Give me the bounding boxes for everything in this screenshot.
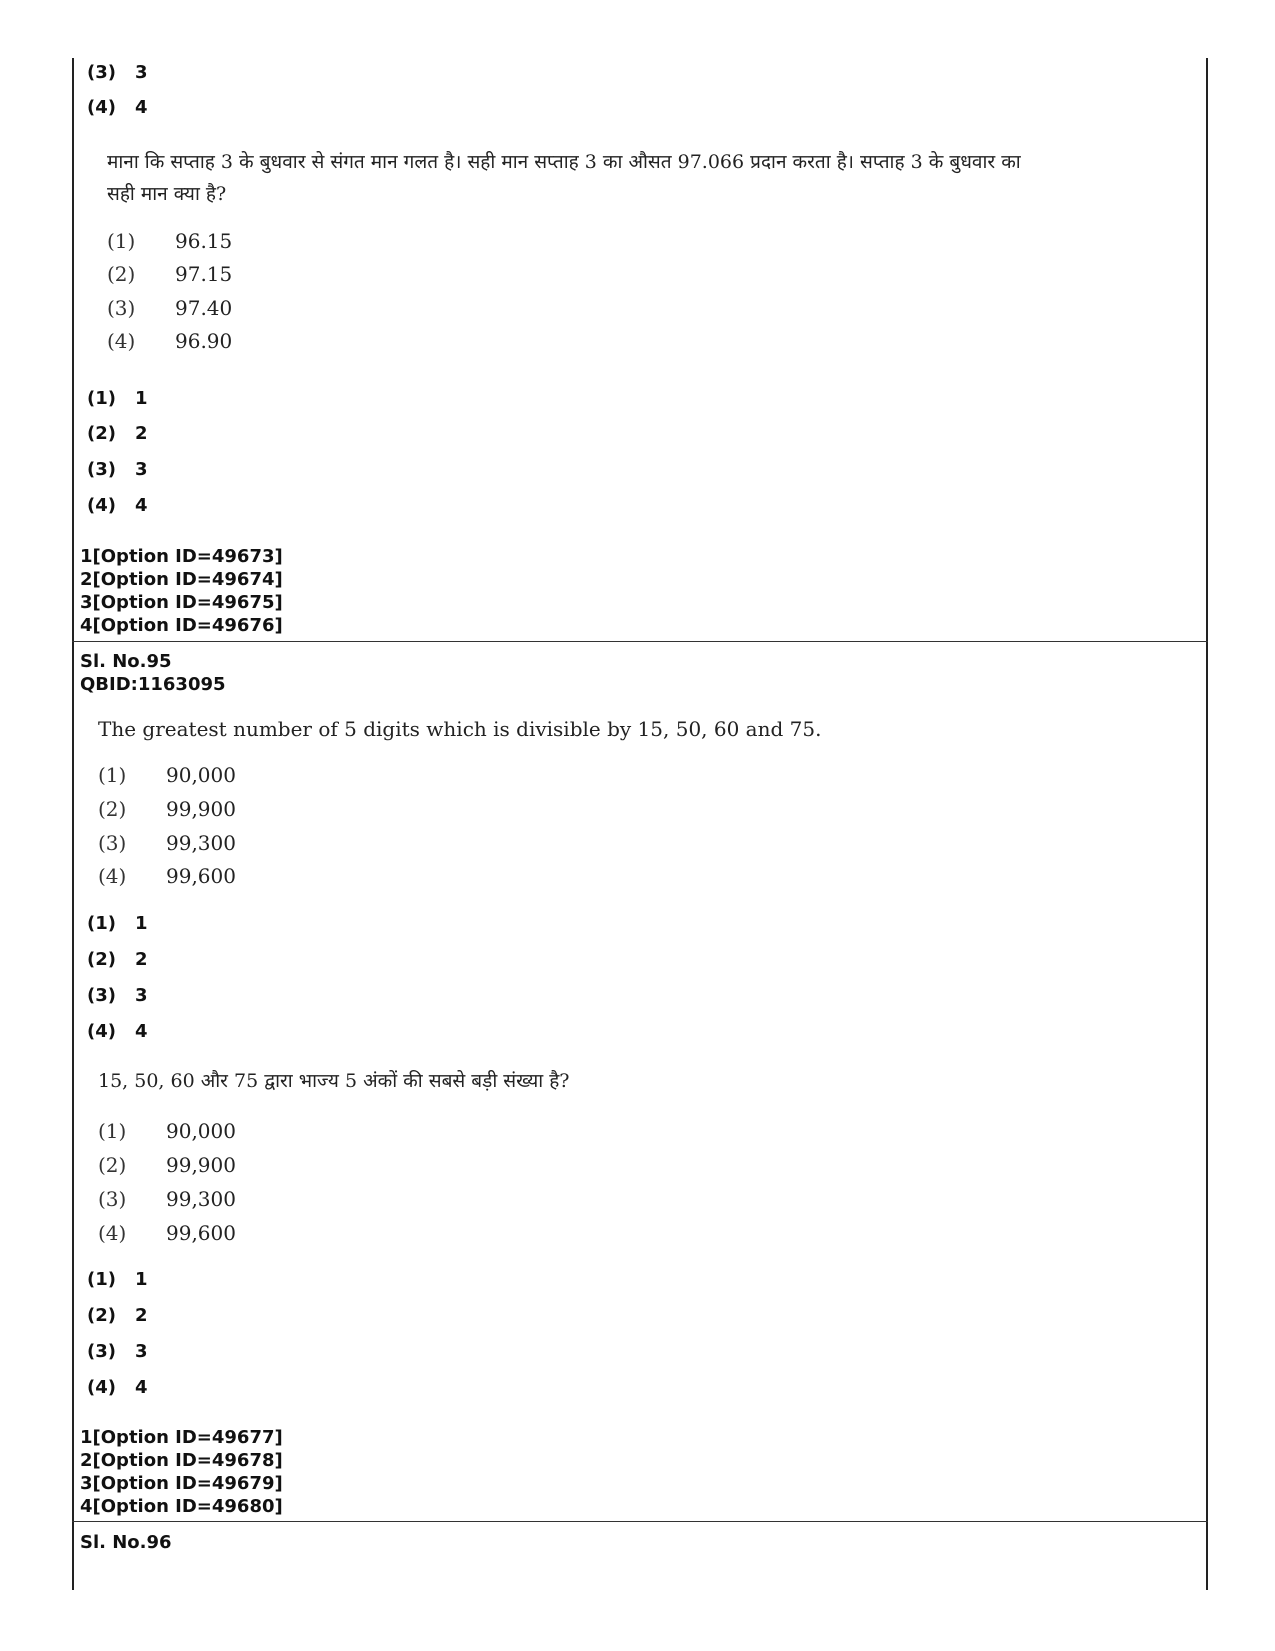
answer-choice: (3) 3	[87, 1341, 148, 1362]
option-id: 3[Option ID=49679]	[80, 1473, 283, 1494]
answer-choice: (4) 4	[87, 495, 148, 516]
question-text-english: The greatest number of 5 digits which is divisible by 15, 50, 60 and 75.	[98, 717, 822, 741]
option-id: 4[Option ID=49680]	[80, 1496, 283, 1517]
answer-choice: (2) 2	[87, 423, 148, 444]
question-meta	[80, 650, 226, 696]
serial-number: Sl. No.96	[80, 1532, 172, 1553]
option-id: 2[Option ID=49678]	[80, 1450, 283, 1471]
answer-choice: (1) 1	[87, 1269, 148, 1290]
answer-choice: (4) 4	[87, 1377, 148, 1398]
left-border	[72, 58, 74, 1590]
option-id-list	[80, 545, 283, 637]
section-divider	[72, 1521, 1208, 1522]
answer-choice: (2) 2	[87, 949, 148, 970]
answer-choice: (2) 2	[87, 1305, 148, 1326]
answer-choice: (4) 4	[87, 97, 148, 118]
right-border	[1206, 58, 1208, 1590]
option-id: 1[Option ID=49673]	[80, 546, 283, 567]
question-text-hindi: 15, 50, 60 और 75 द्वारा भाज्य 5 अंकों की सबसे बड़ी संख्या है?	[98, 1070, 570, 1092]
answer-choice: (3) 3	[87, 985, 148, 1006]
answer-choice: (3) 3	[87, 459, 148, 480]
option-id: 2[Option ID=49674]	[80, 569, 283, 590]
option-id: 3[Option ID=49675]	[80, 592, 283, 613]
answer-choice: (1) 1	[87, 913, 148, 934]
option-id-list	[80, 1426, 283, 1518]
option-id: 1[Option ID=49677]	[80, 1427, 283, 1448]
section-divider	[72, 641, 1208, 642]
serial-number: Sl. No.95	[80, 651, 172, 672]
qbid: QBID:1163095	[80, 674, 226, 695]
option-id: 4[Option ID=49676]	[80, 615, 283, 636]
question-paper-page: (3) 3 (4) 4 माना कि सप्ताह 3 के बुधवार से संगत मान गलत है। सही मान सप्ताह 3 का औसत 97.066 प्रदान करता है। सप्ताह 3 के बुधवार का सही मान क्या है? (1) 96.15 (2) 97.15 (3) 97.40 (4) 96.90 (1) 1 (2) 2 (3) 3 (4) 4 1[Option ID=49673] 2[Option ID=49674] 3[Option ID=49675] 4[Option ID=49676] Sl. No.95 QBID:1163095 The greatest number of 5 digits which is divisible by 15, 50, 60 and 75. (1) 90,000 (2) 99,900 (3) 99,300 (4) 99,600 (1) 1 (2) 2 (3) 3 (4) 4 15, 50, 60 और 75 द्वारा भाज्य 5 अंकों की सबसे बड़ी संख्या है? (1) 90,000 (2) 99,900 (3) 99,300 (4) 99,600 (1) 1 (2) 2 (3) 3 (4) 4 1[Option ID=49677] 2[Option ID=49678] 3[Option ID=49679] 4[Option ID=49680] Sl. No.96	[0, 0, 1275, 1651]
answer-choice: (4) 4	[87, 1021, 148, 1042]
question-meta	[80, 1531, 172, 1554]
answer-choice: (1) 1	[87, 388, 148, 409]
question-text-hindi: माना कि सप्ताह 3 के बुधवार से संगत मान गलत है। सही मान सप्ताह 3 का औसत 97.066 प्रदान करता है। सप्ताह 3 के बुधवार का सही मान क्या है?	[107, 151, 1021, 205]
answer-choice: (3) 3	[87, 62, 148, 83]
